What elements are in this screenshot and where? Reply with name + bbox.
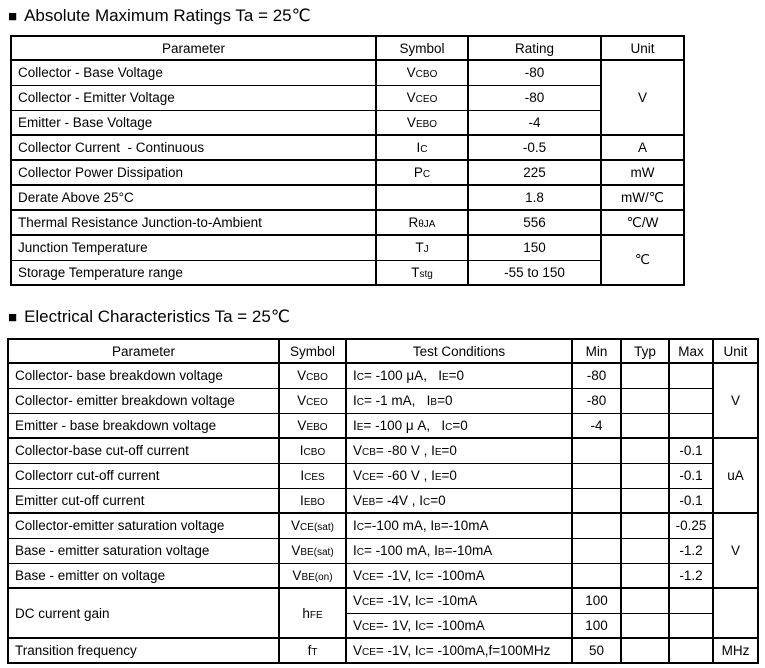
absolute-maximum-ratings-table [10, 35, 685, 286]
symbol-subscript: CE [362, 472, 376, 483]
cell-typ [621, 363, 669, 388]
cell-min: 50 [572, 638, 621, 663]
table-row [8, 438, 758, 463]
section-title-electrical-characteristics [0, 286, 765, 338]
cell-tc: VCB= -80 V , IE=0 [346, 438, 572, 463]
table-row [11, 235, 684, 260]
cell-parameter: Storage Temperature range [11, 260, 376, 285]
cell-parameter: Collector-base cut-off current [8, 438, 279, 463]
electrical-characteristics-table [7, 338, 759, 664]
table-row [8, 463, 758, 488]
cell-min: -4 [572, 413, 621, 438]
cell-rating: -0.5 [468, 135, 601, 160]
cell-unit: V [601, 60, 684, 135]
cell-min [572, 513, 621, 538]
table-row [11, 160, 684, 185]
table-header-row [8, 339, 758, 363]
symbol-subscript: EBO [415, 118, 438, 130]
cell-typ [621, 388, 669, 413]
cell-rating: -80 [468, 60, 601, 85]
cell-rating: 556 [468, 210, 601, 235]
cell-unit: mW [601, 160, 684, 185]
cell-typ [621, 538, 669, 563]
cell-parameter: Collector Current - Continuous [11, 135, 376, 160]
cell-max: -1.2 [669, 538, 713, 563]
cell-parameter: Emitter cut-off current [8, 488, 279, 513]
cell-max [669, 588, 713, 613]
symbol-subscript: CBO [306, 372, 328, 384]
cell-typ [621, 463, 669, 488]
cell-unit: ℃ [601, 235, 684, 285]
cell-parameter: Emitter - base breakdown voltage [8, 413, 279, 438]
column-header-max: Max [669, 339, 713, 363]
symbol-subscript: C [356, 547, 364, 558]
table-row [11, 210, 684, 235]
cell-min [572, 538, 621, 563]
symbol-subscript: CE(sat) [300, 522, 334, 534]
cell-parameter: Transition frequency [8, 638, 279, 663]
cell-max [669, 613, 713, 638]
table-row [11, 185, 684, 210]
table-row [8, 638, 758, 663]
cell-typ [621, 413, 669, 438]
cell-symbol: VEBO [376, 110, 468, 135]
column-header-parameter: Parameter [11, 36, 376, 60]
cell-tc: VCE= -1V, IC= -10mA [346, 588, 572, 613]
cell-unit: MHz [713, 638, 758, 663]
column-header-typ: Typ [621, 339, 669, 363]
column-header-symbol: Symbol [376, 36, 468, 60]
cell-max [669, 363, 713, 388]
symbol-subscript: B [434, 522, 441, 534]
cell-unit: ℃/W [601, 210, 684, 235]
cell-parameter: Emitter - Base Voltage [11, 110, 376, 135]
cell-symbol [376, 185, 468, 210]
table-row [8, 588, 758, 613]
cell-tc: VEB= -4V , IC=0 [346, 488, 572, 513]
table-row [8, 538, 758, 563]
symbol-subscript: EB [362, 496, 376, 508]
cell-unit: V [713, 363, 758, 438]
cell-parameter: Collector - Base Voltage [11, 60, 376, 85]
symbol-subscript: CEO [415, 94, 438, 105]
symbol-subscript: T [311, 647, 318, 658]
symbol-subscript: θJA [418, 219, 436, 230]
section-bullet-icon: ■ [8, 8, 18, 25]
cell-tc: VCE= -60 V , IE=0 [346, 463, 572, 488]
column-header-unit: Unit [713, 339, 758, 363]
cell-max: -1.2 [669, 563, 713, 588]
column-header-min: Min [572, 339, 621, 363]
cell-typ [621, 613, 669, 638]
cell-unit [713, 588, 758, 638]
cell-min: 100 [572, 613, 621, 638]
symbol-subscript: CE [362, 571, 376, 583]
cell-tc: IC=-100 mA, IB=-10mA [346, 513, 572, 538]
cell-symbol: VCBO [279, 363, 346, 388]
cell-parameter: Collector- emitter breakdown voltage [8, 388, 279, 413]
cell-tc: IC= -1 mA, IB=0 [346, 388, 572, 413]
cell-max: -0.1 [669, 463, 713, 488]
cell-symbol: IEBO [279, 488, 346, 513]
cell-min: -80 [572, 363, 621, 388]
cell-symbol: ICBO [279, 438, 346, 463]
symbol-subscript: EBO [303, 496, 325, 508]
symbol-subscript: C [418, 571, 426, 583]
cell-typ [621, 563, 669, 588]
symbol-subscript: CE [362, 621, 376, 633]
cell-parameter: Base - emitter saturation voltage [8, 538, 279, 563]
cell-parameter: Collector- base breakdown voltage [8, 363, 279, 388]
table-row [11, 60, 684, 85]
symbol-subscript: E [434, 472, 442, 483]
cell-tc: IC= -100 mA, IB=-10mA [346, 538, 572, 563]
column-header-tc: Test Conditions [346, 339, 572, 363]
cell-rating: 1.8 [468, 185, 601, 210]
symbol-subscript: BE(on) [301, 571, 333, 583]
table-row [11, 135, 684, 160]
symbol-subscript: C [356, 397, 364, 408]
cell-parameter: Collector Power Dissipation [11, 160, 376, 185]
symbol-subscript: E [356, 421, 364, 433]
cell-typ [621, 638, 669, 663]
section-title-text: Absolute Maximum Ratings Ta = 25℃ [24, 6, 311, 25]
section-title-text: Electrical Characteristics Ta = 25℃ [24, 307, 290, 326]
cell-typ [621, 588, 669, 613]
symbol-subscript: CBO [303, 447, 326, 459]
table-row [8, 488, 758, 513]
cell-max [669, 638, 713, 663]
cell-tc: IC= -100 μA, IE=0 [346, 363, 572, 388]
cell-symbol: VBE(sat) [279, 538, 346, 563]
cell-max [669, 413, 713, 438]
symbol-subscript: FE [309, 609, 323, 621]
cell-typ [621, 513, 669, 538]
table-body [11, 60, 684, 285]
cell-symbol: ICES [279, 463, 346, 488]
cell-symbol: PC [376, 160, 468, 185]
cell-symbol: VCEO [376, 85, 468, 110]
cell-max: -0.1 [669, 438, 713, 463]
cell-max [669, 388, 713, 413]
cell-parameter: Collector-emitter saturation voltage [8, 513, 279, 538]
cell-parameter: Junction Temperature [11, 235, 376, 260]
cell-symbol: TJ [376, 235, 468, 260]
cell-symbol: hFE [279, 588, 346, 638]
cell-rating: 150 [468, 235, 601, 260]
cell-max: -0.25 [669, 513, 713, 538]
cell-parameter: Derate Above 25°C [11, 185, 376, 210]
cell-symbol: IC [376, 135, 468, 160]
symbol-subscript: C [420, 144, 428, 155]
cell-parameter: Collector - Emitter Voltage [11, 85, 376, 110]
cell-symbol: VEBO [279, 413, 346, 438]
symbol-subscript: E [441, 372, 449, 384]
cell-unit: uA [713, 438, 758, 513]
cell-min: 100 [572, 588, 621, 613]
cell-symbol: VCBO [376, 60, 468, 85]
cell-unit: V [713, 513, 758, 588]
symbol-subscript: C [423, 496, 431, 508]
cell-typ [621, 488, 669, 513]
cell-parameter: Base - emitter on voltage [8, 563, 279, 588]
table-row [11, 260, 684, 285]
column-header-symbol: Symbol [279, 339, 346, 363]
symbol-subscript: stg [419, 268, 433, 280]
cell-min [572, 563, 621, 588]
symbol-subscript: B [430, 397, 438, 408]
cell-rating: -80 [468, 85, 601, 110]
cell-tc: VCE=- 1V, IC= -100mA [346, 613, 572, 638]
cell-tc: VCE= -1V, IC= -100mA,f=100MHz [346, 638, 572, 663]
cell-symbol: fT [279, 638, 346, 663]
table-body [8, 363, 758, 663]
column-header-rating: Rating [468, 36, 601, 60]
table-row [8, 363, 758, 388]
cell-rating: 225 [468, 160, 601, 185]
cell-typ [621, 438, 669, 463]
column-header-parameter: Parameter [8, 339, 279, 363]
cell-rating: -55 to 150 [468, 260, 601, 285]
symbol-subscript: B [437, 547, 445, 558]
cell-min [572, 438, 621, 463]
symbol-subscript: C [418, 597, 426, 609]
symbol-subscript: E [434, 447, 442, 459]
symbol-subscript: EBO [306, 421, 328, 433]
symbol-subscript: CES [304, 472, 325, 483]
cell-parameter: Collectorr cut-off current [8, 463, 279, 488]
table-row [8, 513, 758, 538]
symbol-subscript: C [356, 522, 364, 534]
cell-symbol: VCE(sat) [279, 513, 346, 538]
symbol-subscript: CB [362, 447, 376, 459]
symbol-subscript: CE [362, 597, 376, 609]
table-row [11, 85, 684, 110]
cell-symbol: VBE(on) [279, 563, 346, 588]
symbol-subscript: C [418, 621, 426, 633]
symbol-subscript: J [423, 244, 429, 256]
symbol-subscript: C [356, 372, 364, 384]
symbol-subscript: BE(sat) [300, 547, 334, 558]
section-title-absolute-maximum-ratings [0, 0, 765, 35]
cell-tc: IE= -100 μ A, IC=0 [346, 413, 572, 438]
cell-unit: A [601, 135, 684, 160]
symbol-subscript: CE [362, 647, 376, 658]
symbol-subscript: C [418, 647, 426, 658]
cell-parameter: DC current gain [8, 588, 279, 638]
cell-symbol: RθJA [376, 210, 468, 235]
cell-min [572, 488, 621, 513]
cell-min: -80 [572, 388, 621, 413]
cell-rating: -4 [468, 110, 601, 135]
table-row [11, 110, 684, 135]
cell-unit: mW/℃ [601, 185, 684, 210]
cell-symbol: Tstg [376, 260, 468, 285]
table-row [8, 388, 758, 413]
table-row [8, 413, 758, 438]
symbol-subscript: CEO [306, 397, 328, 408]
cell-parameter: Thermal Resistance Junction-to-Ambient [11, 210, 376, 235]
cell-max: -0.1 [669, 488, 713, 513]
cell-tc: VCE= -1V, IC= -100mA [346, 563, 572, 588]
symbol-subscript: C [445, 421, 453, 433]
cell-symbol: VCEO [279, 388, 346, 413]
symbol-subscript: CBO [415, 69, 438, 81]
cell-min [572, 463, 621, 488]
table-row [8, 563, 758, 588]
table-header-row [11, 36, 684, 60]
section-bullet-icon: ■ [8, 309, 18, 326]
symbol-subscript: C [422, 169, 431, 180]
column-header-unit: Unit [601, 36, 684, 60]
